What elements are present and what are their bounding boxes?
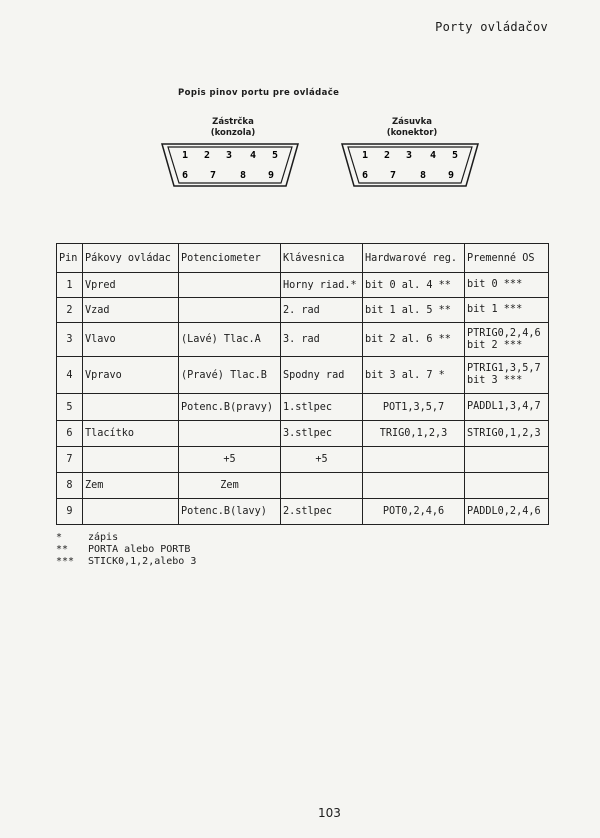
cell-klav: 2.stlpec: [281, 499, 363, 525]
cell-pot: (Lavé) Tlac.A: [179, 323, 281, 357]
left-pin-3: 3: [226, 150, 233, 161]
cell-pot: [179, 273, 281, 298]
header-potenciometer: Potenciometer: [179, 244, 281, 273]
cell-pot: Potenc.B(pravy): [179, 394, 281, 421]
cell-pin: 8: [57, 473, 83, 499]
section-header: Porty ovládačov: [435, 20, 548, 34]
table-row: [57, 473, 549, 499]
cell-pakovy: Vpred: [83, 273, 179, 298]
cell-os-line: PTRIG1,3,5,7: [467, 363, 541, 374]
cell-pin: 9: [57, 499, 83, 525]
cell-pin: 4: [57, 357, 83, 394]
right-pin-7: 7: [390, 170, 397, 181]
right-pin-8: 8: [420, 170, 427, 181]
cell-pakovy: Zem: [83, 473, 179, 499]
pin-table: [56, 243, 549, 525]
right-connector-diagram: [340, 142, 480, 188]
left-pin-6: 6: [182, 170, 189, 181]
cell-klav: [281, 473, 363, 499]
right-connector-label-line2: (konektor): [386, 128, 438, 138]
cell-hw: [363, 447, 465, 473]
cell-pot: +5: [179, 447, 281, 473]
table-row: [57, 499, 549, 525]
cell-pakovy: Tlacítko: [83, 421, 179, 447]
cell-pakovy: [83, 447, 179, 473]
table-row: [57, 394, 549, 421]
cell-pin: 2: [57, 298, 83, 323]
cell-os: [465, 499, 549, 525]
table-row: [57, 323, 549, 357]
footnote: [56, 556, 196, 568]
cell-klav: 3. rad: [281, 323, 363, 357]
cell-pin: 6: [57, 421, 83, 447]
left-pin-8: 8: [240, 170, 247, 181]
cell-pin: 3: [57, 323, 83, 357]
cell-hw: bit 3 al. 7 *: [363, 357, 465, 394]
right-connector-label: [372, 117, 452, 139]
page-number: 103: [318, 806, 341, 820]
cell-hw: POT0,2,4,6: [363, 499, 465, 525]
footnotes: [56, 532, 196, 568]
right-pin-6: 6: [362, 170, 369, 181]
left-pin-5: 5: [272, 150, 279, 161]
cell-klav: +5: [281, 447, 363, 473]
cell-os-line: PTRIG0,2,4,6: [467, 327, 541, 339]
footnote-text: zápis: [88, 532, 119, 543]
header-klavesnica: Klávesnica: [281, 244, 363, 273]
cell-os: [465, 447, 549, 473]
left-pin-4: 4: [250, 150, 257, 161]
footnote-text: PORTA alebo PORTB: [88, 544, 191, 555]
cell-os-line: PADDL1,3,4,7: [467, 401, 541, 412]
cell-os: [465, 394, 549, 421]
footnote: [56, 532, 196, 544]
cell-klav: 3.stlpec: [281, 421, 363, 447]
cell-pakovy: Vpravo: [83, 357, 179, 394]
cell-pakovy: Vlavo: [83, 323, 179, 357]
cell-os-line: bit 0 ***: [467, 279, 523, 290]
table-row: [57, 447, 549, 473]
left-pin-2: 2: [204, 150, 211, 161]
cell-os: [465, 421, 549, 447]
cell-hw: bit 2 al. 6 **: [363, 323, 465, 357]
cell-os: [465, 473, 549, 499]
cell-klav: Horny riad.*: [281, 273, 363, 298]
header-premenne-os: Premenné OS: [465, 244, 549, 273]
right-pin-5: 5: [452, 150, 459, 161]
cell-pakovy: [83, 394, 179, 421]
table-header-row: [57, 244, 549, 273]
cell-os: [465, 357, 549, 394]
cell-hw: bit 1 al. 5 **: [363, 298, 465, 323]
cell-pot: [179, 421, 281, 447]
header-hardware: Hardwarové reg.: [363, 244, 465, 273]
cell-pin: 7: [57, 447, 83, 473]
cell-pot: Zem: [179, 473, 281, 499]
cell-hw: TRIG0,1,2,3: [363, 421, 465, 447]
cell-hw: POT1,3,5,7: [363, 394, 465, 421]
right-pin-4: 4: [430, 150, 437, 161]
cell-pakovy: [83, 499, 179, 525]
figure-title: Popis pinov portu pre ovládače: [178, 88, 340, 98]
footnote-mark: **: [56, 544, 69, 555]
cell-pakovy: Vzad: [83, 298, 179, 323]
left-connector-label-line1: Zástrčka: [212, 117, 254, 127]
left-connector-label: [198, 117, 268, 139]
cell-os-line: bit 2 ***: [467, 339, 523, 351]
table-row: [57, 357, 549, 394]
left-pin-1: 1: [182, 150, 189, 161]
table-row: [57, 298, 549, 323]
right-connector-label-line1: Zásuvka: [392, 117, 432, 127]
cell-os-line: bit 3 ***: [467, 375, 523, 386]
cell-pot: Potenc.B(lavy): [179, 499, 281, 525]
footnote: [56, 544, 196, 556]
cell-klav: 2. rad: [281, 298, 363, 323]
left-connector-label-line2: (konzola): [210, 128, 256, 138]
cell-pot: (Pravé) Tlac.B: [179, 357, 281, 394]
cell-hw: [363, 473, 465, 499]
right-pin-1: 1: [362, 150, 369, 161]
cell-os-line: STRIG0,1,2,3: [467, 427, 541, 439]
right-pin-3: 3: [406, 150, 413, 161]
cell-os: [465, 323, 549, 357]
cell-os: [465, 298, 549, 323]
cell-pin: 5: [57, 394, 83, 421]
cell-os-line: PADDL0,2,4,6: [467, 505, 541, 517]
footnote-mark: *: [56, 532, 63, 543]
table-row: [57, 273, 549, 298]
cell-pin: 1: [57, 273, 83, 298]
left-connector-diagram: [160, 142, 300, 188]
cell-hw: bit 0 al. 4 **: [363, 273, 465, 298]
cell-os: [465, 273, 549, 298]
header-pakovy: Pákovy ovládac: [83, 244, 179, 273]
footnote-text: STICK0,1,2,alebo 3: [88, 556, 197, 567]
footnote-mark: ***: [56, 556, 75, 567]
cell-klav: 1.stlpec: [281, 394, 363, 421]
left-pin-7: 7: [210, 170, 217, 181]
right-pin-2: 2: [384, 150, 391, 161]
cell-klav: Spodny rad: [281, 357, 363, 394]
cell-pot: [179, 298, 281, 323]
cell-os-line: bit 1 ***: [467, 304, 523, 315]
left-pin-9: 9: [268, 170, 275, 181]
header-pin: Pin: [57, 244, 83, 273]
right-pin-9: 9: [448, 170, 455, 181]
table-row: [57, 421, 549, 447]
